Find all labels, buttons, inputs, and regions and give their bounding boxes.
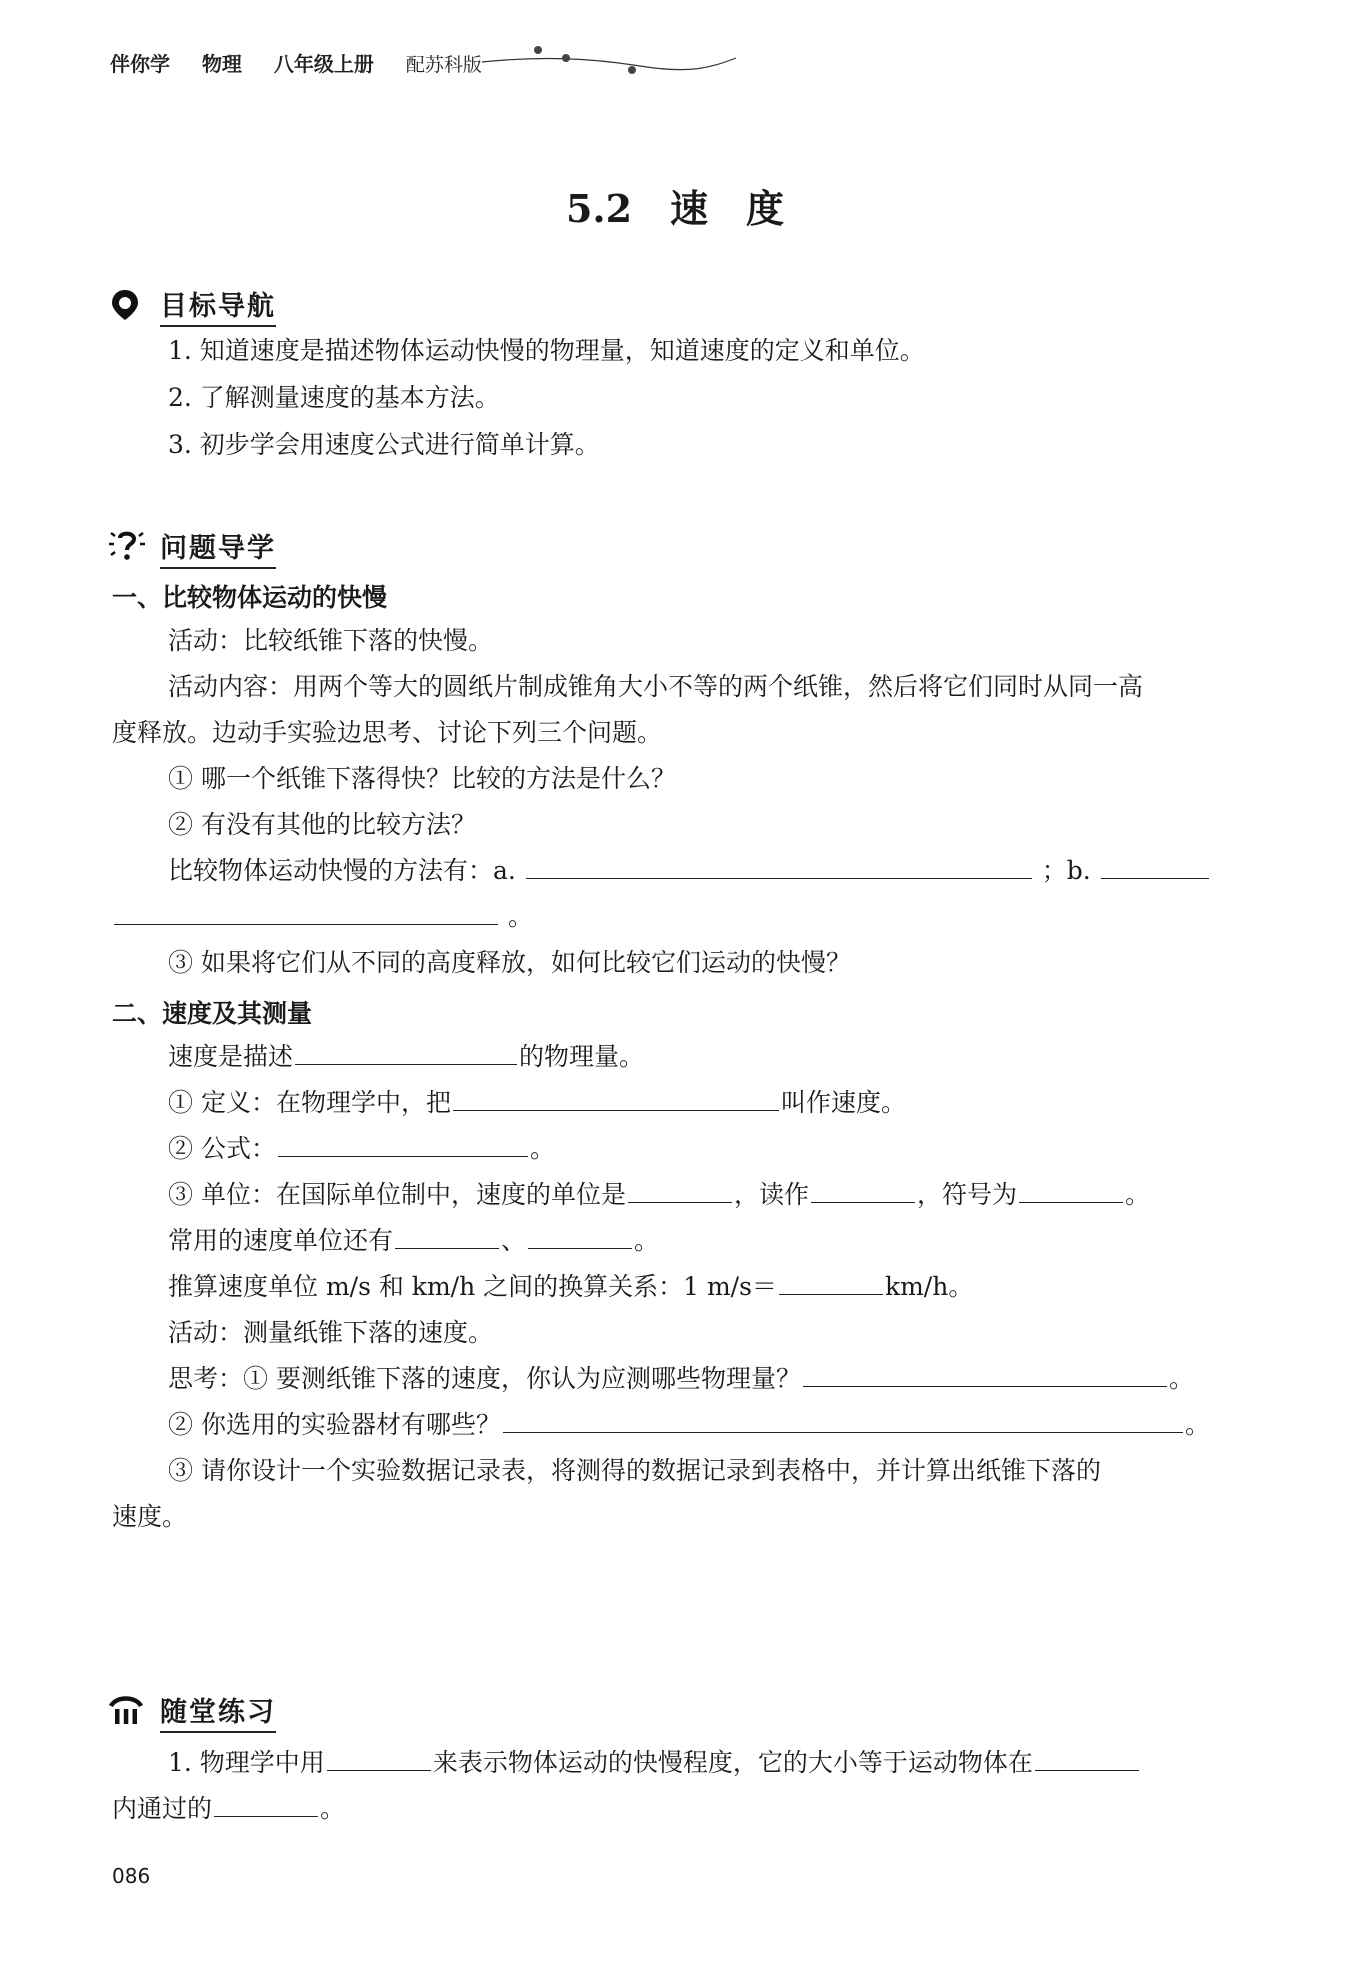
think3-line2: 速度。	[112, 1502, 188, 1531]
part1-q3: ③ 如果将它们从不同的高度释放，如何比较它们运动的快慢？	[168, 948, 851, 977]
def-post: 叫作速度。	[780, 1088, 906, 1117]
part1-methods-line	[168, 854, 1211, 888]
running-header	[110, 48, 482, 77]
think1-end: 。	[1168, 1364, 1194, 1393]
think1-line	[168, 1362, 1194, 1396]
methods-b-blank[interactable]	[1101, 854, 1209, 879]
location-pin-icon	[110, 288, 140, 322]
think2-end: 。	[1184, 1410, 1210, 1439]
unit-line	[168, 1178, 1150, 1212]
part1-title: 一、比较物体运动的快慢	[112, 583, 388, 612]
section-heading-practice: 随堂练习	[160, 1690, 276, 1733]
unit-symbol: ，符号为	[916, 1180, 1017, 1209]
desc-blank[interactable]	[295, 1040, 517, 1065]
practice-q1-mid: 来表示物体运动的快慢程度，它的大小等于运动物体在	[432, 1748, 1033, 1777]
page-number: 086	[112, 1864, 151, 1888]
header-subject: 物理	[201, 52, 242, 76]
formula-post: 。	[529, 1134, 555, 1163]
part2-activity: 活动：测量纸锥下落的速度。	[168, 1318, 494, 1347]
practice-q1-line2	[112, 1792, 345, 1826]
practice-q1-blank-2[interactable]	[1035, 1746, 1139, 1771]
convert-pre: 推算速度单位 m/s 和 km/h 之间的换算关系：1 m/s＝	[168, 1272, 777, 1301]
header-decoration-icon	[480, 38, 740, 78]
methods-prefix: 比较物体运动快慢的方法有：a.	[168, 856, 516, 885]
header-brand: 伴你学	[110, 52, 170, 76]
formula-pre: ② 公式：	[168, 1134, 276, 1163]
definition-line	[168, 1086, 906, 1120]
part1-methods-continuation	[112, 900, 533, 934]
practice-q1-pre: 1. 物理学中用	[168, 1748, 325, 1777]
common-unit-blank-2[interactable]	[528, 1224, 632, 1249]
question-mark-icon	[108, 527, 146, 563]
think3-line1: ③ 请你设计一个实验数据记录表，将测得的数据记录到表格中，并计算出纸锥下落的	[168, 1456, 1101, 1485]
practice-q1-end: 。	[320, 1794, 346, 1823]
unit-pre: ③ 单位：在国际单位制中，速度的单位是	[168, 1180, 626, 1209]
header-grade: 八年级上册	[273, 52, 374, 76]
desc-pre: 速度是描述	[168, 1042, 294, 1071]
think2-line	[168, 1408, 1210, 1442]
part1-q2: ② 有没有其他的比较方法？	[168, 810, 476, 839]
unit-symbol-blank[interactable]	[1019, 1178, 1123, 1203]
methods-b-blank-cont[interactable]	[114, 900, 498, 925]
goal-item-3: 3. 初步学会用速度公式进行简单计算。	[168, 430, 600, 459]
practice-house-icon	[108, 1692, 144, 1726]
common-unit-blank-1[interactable]	[395, 1224, 499, 1249]
practice-q1-line2-pre: 内通过的	[112, 1794, 213, 1823]
page-title: 5.2 速 度	[565, 186, 785, 231]
desc-post: 的物理量。	[519, 1042, 645, 1071]
goal-item-2: 2. 了解测量速度的基本方法。	[168, 383, 500, 412]
def-pre: ① 定义：在物理学中，把	[168, 1088, 451, 1117]
unit-blank[interactable]	[628, 1178, 732, 1203]
common-pre: 常用的速度单位还有	[168, 1226, 394, 1255]
speed-description-line	[168, 1040, 644, 1074]
section-heading-questions: 问题导学	[160, 526, 276, 569]
think1-pre: 思考：① 要测纸锥下落的速度，你认为应测哪些物理量？	[168, 1364, 801, 1393]
common-units-line	[168, 1224, 659, 1258]
formula-line	[168, 1132, 555, 1166]
think2-blank[interactable]	[503, 1408, 1183, 1433]
think1-blank[interactable]	[803, 1362, 1167, 1387]
common-end: 。	[634, 1226, 660, 1255]
unit-read: ，读作	[733, 1180, 809, 1209]
think2-pre: ② 你选用的实验器材有哪些？	[168, 1410, 501, 1439]
conversion-blank[interactable]	[779, 1270, 883, 1295]
unit-end: 。	[1124, 1180, 1150, 1209]
unit-read-blank[interactable]	[811, 1178, 915, 1203]
section-heading-goals: 目标导航	[160, 284, 276, 327]
header-edition: 配苏科版	[405, 54, 482, 76]
part1-content-line2: 度释放。边动手实验边思考、讨论下列三个问题。	[112, 718, 663, 747]
methods-b-label: ；b.	[1041, 856, 1091, 885]
part2-title: 二、速度及其测量	[112, 999, 313, 1028]
common-sep: 、	[501, 1226, 527, 1255]
definition-blank[interactable]	[453, 1086, 779, 1111]
part1-q1: ① 哪一个纸锥下落得快？比较的方法是什么？	[168, 764, 676, 793]
goal-item-1: 1. 知道速度是描述物体运动快慢的物理量，知道速度的定义和单位。	[168, 336, 925, 365]
formula-blank[interactable]	[278, 1132, 528, 1157]
practice-q1-line1	[168, 1746, 1141, 1780]
practice-q1-blank-1[interactable]	[327, 1746, 431, 1771]
part1-content-line1: 活动内容：用两个等大的圆纸片制成锥角大小不等的两个纸锥，然后将它们同时从同一高	[168, 672, 1144, 701]
part1-activity: 活动：比较纸锥下落的快慢。	[168, 626, 494, 655]
practice-q1-blank-3[interactable]	[214, 1792, 318, 1817]
convert-post: km/h。	[884, 1272, 974, 1301]
conversion-line	[168, 1270, 973, 1304]
methods-end: 。	[507, 902, 533, 931]
methods-a-blank[interactable]	[526, 854, 1032, 879]
